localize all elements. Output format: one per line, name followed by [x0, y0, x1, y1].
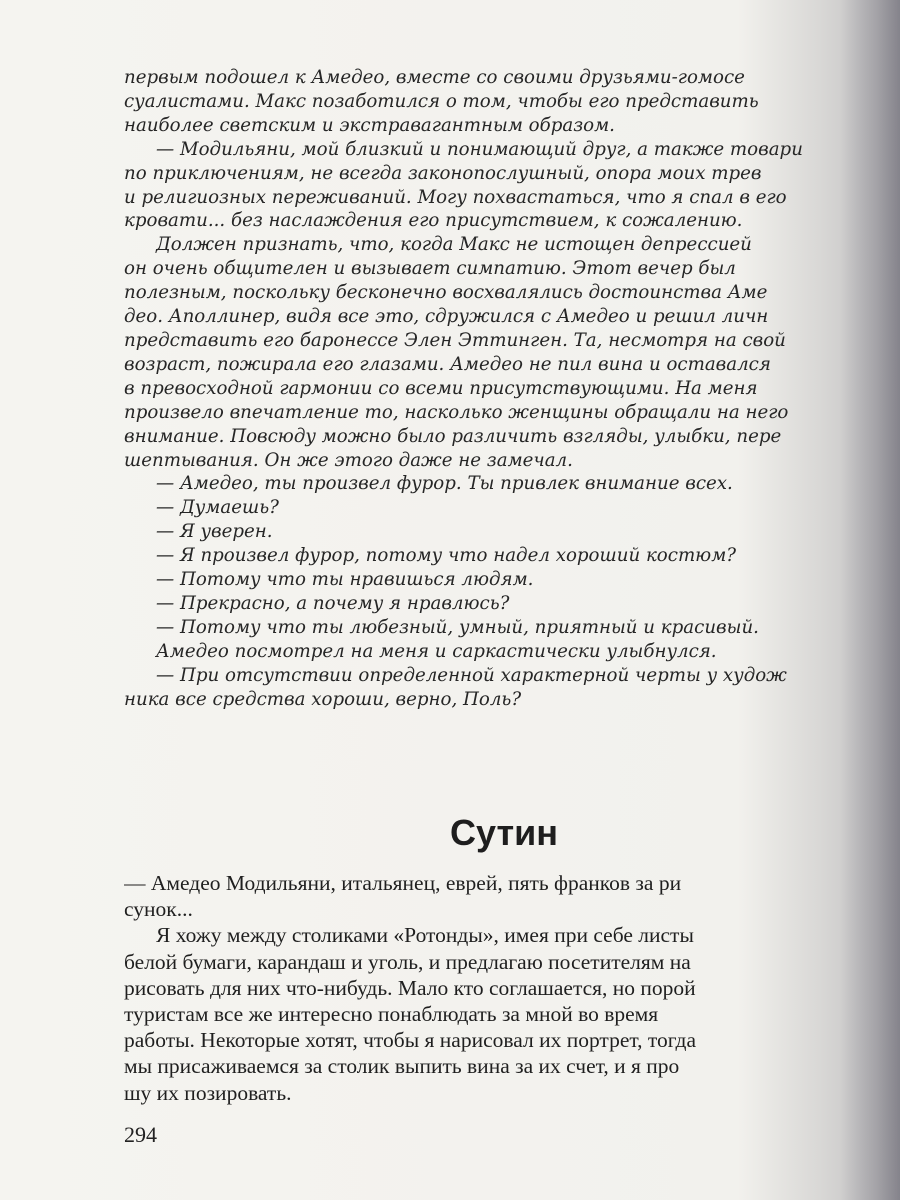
text-line: — Я произвел фурор, потому что надел хороший костюм?: [156, 545, 737, 567]
text-line: внимание. Повсюду можно было различить взгляды, улыбки, пере: [124, 425, 782, 447]
text-line: первым подошел к Амедео, вместе со своими друзьями-гомосе: [124, 67, 745, 88]
text-line: мы присаживаемся за столик выпить вина за их счет, и я про: [124, 1054, 680, 1079]
text-line: — Прекрасно, а почему я нравлюсь?: [156, 592, 510, 614]
chapter-body: [124, 870, 884, 1106]
text-line: шу их позировать.: [124, 1080, 292, 1105]
text-line: — Я уверен.: [156, 521, 273, 543]
text-line: шептывания. Он же этого даже не замечал.: [124, 449, 573, 471]
text-line: представить его баронессе Элен Эттинген. Та, несмотря на свой: [124, 329, 786, 351]
page-number: 294: [124, 1122, 157, 1147]
text-line: по приключениям, не всегда законопослушный, опора моих трев: [124, 162, 762, 184]
text-line: ника все средства хороши, верно, Поль?: [124, 688, 522, 710]
text-line: в превосходной гармонии со всеми присутствующими. На меня: [124, 377, 758, 399]
text-line: — При отсутствии определенной характерной черты у худож: [156, 664, 787, 686]
text-line: сунок...: [124, 897, 193, 922]
text-line: — Думаешь?: [156, 497, 279, 519]
text-line: суалистами. Макс позаботился о том, чтобы его представить: [124, 90, 759, 112]
text-line: туристам все же интересно понаблюдать за мной во время: [124, 1002, 659, 1027]
text-line: кровати... без наслаждения его присутствием, к сожалению.: [124, 210, 743, 232]
text-line: работы. Некоторые хотят, чтобы я нарисовал их портрет, тогда: [124, 1028, 697, 1053]
text-line: Амедео посмотрел на меня и саркастически улыбнулся.: [156, 640, 717, 662]
text-line: рисовать для них что-нибудь. Мало кто соглашается, но порой: [124, 975, 696, 1000]
text-line: произвело впечатление то, насколько женщины обращали на него: [124, 401, 789, 423]
text-line: део. Аполлинер, видя все это, сдружился с Амедео и решил личн: [124, 306, 769, 328]
text-line: и религиозных переживаний. Могу похвастаться, что я спал в его: [124, 186, 787, 208]
text-line: Должен признать, что, когда Макс не истощен депрессией: [156, 234, 752, 256]
italic-passage: [124, 66, 884, 711]
text-line: — Амедео, ты произвел фурор. Ты привлек внимание всех.: [156, 473, 733, 495]
text-line: он очень общителен и вызывает симпатию. Этот вечер был: [124, 258, 736, 280]
chapter-heading: Сутин: [450, 812, 558, 853]
text-line: — Потому что ты нравишься людям.: [156, 569, 534, 591]
text-line: Я хожу между столиками «Ротонды», имея при себе листы: [156, 923, 694, 948]
text-line: возраст, пожирала его глазами. Амедео не пил вина и оставался: [124, 353, 771, 375]
text-line: — Амедео Модильяни, итальянец, еврей, пять франков за ри: [124, 871, 682, 895]
text-line: — Модильяни, мой близкий и понимающий друг, а также товари: [156, 138, 803, 160]
text-line: — Потому что ты любезный, умный, приятный и красивый.: [156, 616, 759, 638]
text-line: полезным, поскольку бесконечно восхвалялись достоинства Аме: [124, 282, 768, 304]
text-line: наиболее светским и экстравагантным образом.: [124, 114, 615, 136]
text-line: белой бумаги, карандаш и уголь, и предлагаю посетителям на: [124, 949, 691, 974]
